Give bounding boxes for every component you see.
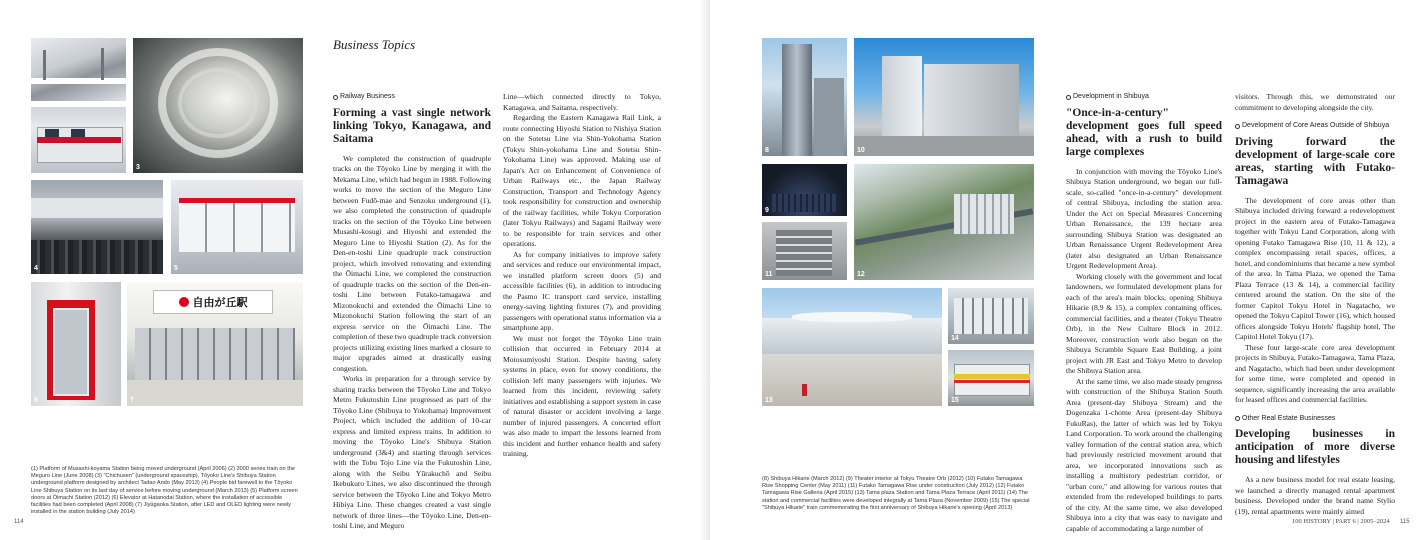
photo-11-construction-aerial: 11 (762, 222, 847, 280)
body-paragraph: Working closely with the government and local landowners, we formulated development plans for each of the area's main blocks, opening Shibuya Hikarie (8,9 & 15), a complex containing offices, commercial facilities, and a theater (Tokyu Theatre Orb), in the New Culture Block in 2012. Moreover, construction work also began on the Shibuya Scramble Square East Building, a joint project with JR East and Tokyo Metro to develop the Shibuya Station area. (1066, 271, 1222, 375)
photo-12-aerial-city: 12 (854, 164, 1034, 280)
heading-core-areas: Driving forward the development of large-scale core areas, starting with Futako-Tamagawa (1235, 135, 1395, 187)
body-paragraph: The development of core areas other than Shibuya included driving forward a redevelopment project in the eastern area of Futako-Tamagawa together with Tokyu Land Corporation, along with opening Futako Tamagawa Rise (10, 11 & 12), a complex encompassing retail spaces, offices, a hotel, and condominiums that became a new symbol of the area. In Tama Plaza, we opened the Tama Plaza Terrace (13 & 14), a commercial facility centered around the station. On the site of the former Capitol Tokyu Hotel in Nagatacho, we opened the Tokyu Capitol Tower (16), which housed offices alongside Tokyu Hotels' flagship hotel, The Capitol Hotel Tokyu (17). (1235, 195, 1395, 341)
running-footer: 100 HISTORY | PART 6 | 2005–2024 (1292, 518, 1390, 525)
photo-8-shibuya-hikarie: 8 (762, 38, 847, 156)
photo-2-train (31, 107, 126, 173)
body-paragraph: These four large-scale core area development projects in Shibuya, Futako-Tamagawa, Tama Plaza, and Nagatacho, which had been under development for some time, were completed and opened in sequence, significantly increasing the area available for leased offices and commercial facilities. (1235, 342, 1395, 404)
photo-9-theatre-orb: 9 (762, 164, 847, 216)
photo-15-hikarie-train: 15 (948, 350, 1034, 406)
station-sign-label: 自由が丘駅 (192, 296, 248, 309)
section-title: Business Topics (333, 37, 416, 52)
bullet-circle-icon (1235, 416, 1240, 421)
body-paragraph: Line—which connected directly to Tokyo, Kanagawa, and Saitama, respectively. (503, 92, 661, 112)
body-paragraph: We completed the construction of quadruple tracks on the Tōyoko Line by merging it with the Mekama Line, which had begun in 1988. Following works to move the section of the Meguro Line between Fudō-mae and Senzoku underground (1), we also completed the construction of quadruple tracks on the section of the Tōyoko Line between Musashi-kosugi and Hiyoshi and extended the Meguro Line to Hiyoshi Station (2). As for the Den-en-toshi Line quadruple track construction project, which involved renovating and extending the Ōimachi Line, we completed the construction of quadruple tracks on the section of the Den-en-toshi Line between Futako-tamagawa and Mizonokuchi and extended the Ōimachi Line to Mizonokuchi Station following the start of an express service on the Ōimachi Line. The completion of these two quadruple track conversion projects utilizing existing lines marked a closure to major upgrades aimed at drastically easing congestion. (333, 153, 491, 373)
left-text-column-2 (503, 92, 661, 460)
eyebrow-other-real-estate: Other Real Estate Businesses (1235, 414, 1395, 425)
photo-caption-right: (8) Shibuya Hikarie (March 2012) (9) Theater interior at Tokyu Theatre Orb (2012) (10) Futako Tamagawa Rise Shopping Center (May 2011) (11) Futako Tamagawa Rise under construction (July 2012) (12) Futako Tamagawa Rise Galleria (April 2015) (13) Tama plaza Station and Tama Plaza Terrace (April 2011) (14) The station and commercial facilities were developed integrally at Tama Plaza (November 2009) (15) The special "Shibuya Hikarie" train commemorating the first anniversary of Shibuya Hikarie's opening (April 2013) (762, 476, 1030, 511)
bullet-circle-icon (1066, 95, 1071, 100)
right-text-column-1 (1066, 92, 1222, 534)
body-paragraph: visitors. Through this, we demonstrated our commitment to developing alongside the city. (1235, 92, 1395, 112)
page-number-right: 115 (1400, 519, 1410, 525)
right-text-column-2 (1235, 92, 1395, 517)
body-paragraph: At the same time, we also made steady progress with construction of the Shibuya Station South Area (present-day Shibuya Stream) and the Dogenzaka 1-chome Area (present-day Shibuya FukuRas), the latter of which was led by Tokyu Land Corporation. To work around the challenging valley formation of the central station area, which had previously restricted movement around that area, we incorporated innovations such as installing a multistory pedestrian corridor, or "urban core," and allowing for various routes that extended from the redeveloped buildings to parts of the city. At the same time, we also developed Shibuya into a city that was easy to navigate and capable of accommodating a large number of (1066, 376, 1222, 533)
body-paragraph: As for company initiatives to improve safety and services and reduce our environmental impact, we installed platform screen doors (5) and accessible facilities (6), in addition to introducing the Pasmo IC transport card service, installing energy-saving lighting fixtures (7), and providing passengers with operational status information via a smartphone app. (503, 249, 661, 332)
body-paragraph: Regarding the Eastern Kanagawa Rail Link, a route connecting Hiyoshi Station to Nishiya Station on the Sotetsu Line via Shin-Yokohama Station (Tokyu Shin-yokohama Line and Sotetsu Shin-Yokohama Line) was approved. Making use of Japan's Act on Enhancement of Convenience of Urban Railways etc., the Japan Railway Construction, Transport and Technology Agency took responsibility for construction and ownership of the railway facilities, while Tokyu Corporation (later Tokyu Railways) and Sagami Railway were to be responsible for train services and other operations. (503, 113, 661, 248)
photo-3-underground-spaceship: 3 (133, 38, 303, 173)
photo-10-futako-tamagawa-rise: 10 (854, 38, 1034, 156)
body-paragraph: We must not forget the Tōyoko Line train collision that occurred in February 2014 at Motosumiyoshi Station. Despite having safety systems in place, even for snowy conditions, the collision left many passengers with injuries. We learned from this incident, reviewing safety initiatives and establishing a support system in case of natural disaster or accident involving a large number of injured passengers. A concerted effort was also made to impart the lessons learned from this incident and further enhance health and safety training. (503, 333, 661, 458)
station-sign (153, 290, 273, 314)
body-paragraph: In conjunction with moving the Tōyoko Line's Shibuya Station underground, we began our full-scale, so-called "once-in-a-century" development of central Shibuya, including the station area. Under the Act on Special Measures Concerning Urban Renaissance, the 139 hectare area surrounding Shibuya Station was designated an Urban Renaissance Urgent Redevelopment Area (later also designated an Urban Renaissance Urgent Redevelopment Area). (1066, 166, 1222, 270)
left-text-column-1 (333, 92, 491, 532)
body-paragraph: As a new business model for real estate leasing, we launched a directly managed rental apartment business. Developed under the brand name Stylio (19), rental apartments were mainly aimed (1235, 475, 1395, 516)
bullet-circle-icon (1235, 124, 1240, 129)
heading-other-real-estate: Developing businesses in anticipation of more diverse housing and lifestyles (1235, 428, 1395, 466)
eyebrow-shibuya: Development in Shibuya (1066, 92, 1222, 103)
photo-13-tama-plaza-terrace: 13 (762, 288, 942, 406)
photo-5-platform-screen-doors: 5 (171, 180, 303, 274)
photo-6-elevator: 6 (31, 282, 121, 406)
right-page (710, 0, 1420, 540)
photo-14-tama-plaza-interior: 14 (948, 288, 1034, 344)
eyebrow-core-areas: Development of Core Areas Outside of Shibuya (1235, 121, 1395, 132)
heading-shibuya: "Once-in-a-century" development goes full speed ahead, with a rush to build large complexes (1066, 106, 1222, 158)
eyebrow-railway: Railway Business (333, 92, 491, 103)
page-number-left: 114 (14, 519, 24, 525)
photo-7-jiyugaoka-station: 自由が丘駅 7 (127, 282, 303, 406)
photo-1-platform (31, 38, 126, 101)
body-paragraph: Works in preparation for a through service by sharing tracks between the Tōyoko Line and Tokyo Metro Fukutoshin Line progressed as part of the Tōyoko Line (Shibuya to Yokohama) Improvement Project, which included the addition of 10-car express and limited express trains. In addition to moving the Tōyoko Line's Shibuya Station underground (3&4) and starting through services with the Tobu Tojo Line via the Fukutoshin Line, along with the Seibu Yūrakuchō and Seibu Ikebukuro Lines, we also discontinued the through service between the Tōyoko Line and Tokyo Metro Hibiya Line. These changes created a vast single network of three lines—the Tōyoko Line, Den-en-toshi Line, and Meguro (333, 374, 491, 530)
bullet-circle-icon (333, 95, 338, 100)
photo-4-farewell-crowd: 4 (31, 180, 163, 274)
heading-railway: Forming a vast single network linking Tokyo, Kanagawa, and Saitama (333, 106, 491, 145)
photo-caption-left: (1) Platform of Musashi-koyama Station being moved underground (April 2006) (2) 3000 series train on the Meguro Line (June 2008) (3) "Chichusen" (underground spaceship), Tōyoko Line's Shibuya Station underground platform designed by architect Tadao Ando (May 2013) (4) People bid farewell to the Tōyoko Line Shibuya Station on its last day of service before moving underground (March 2013) (5) Platform screen doors at Ōimachi Station (2012) (6) Elevator at Hatanodai Station, where the installation of accessible facilities had been completed (April 2008) (7) Jiyūgaoka Station, after LED and OLED lighting were newly installed in the station building (July 2014) (31, 466, 298, 516)
